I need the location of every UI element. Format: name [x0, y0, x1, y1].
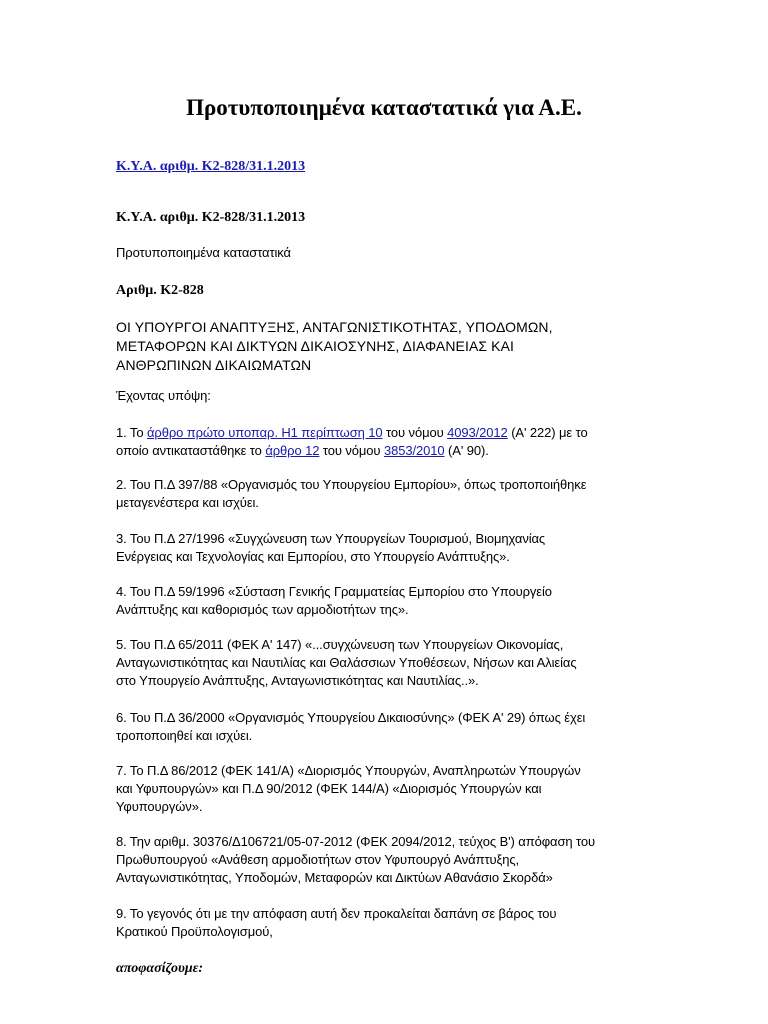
law-4093-link[interactable]: 4093/2012 — [447, 425, 508, 440]
kya-link-paragraph — [116, 158, 676, 176]
item-6 — [116, 709, 676, 745]
item-line: Πρωθυπουργού «Ανάθεση αρμοδιοτήτων στον Υφυπουργό Ανάπτυξης, — [116, 852, 520, 867]
item-line: 3. Του Π.Δ 27/1996 «Συγχώνευση των Υπουργείων Τουρισμού, Βιομηχανίας — [116, 531, 546, 546]
item-line: 9. Το γεγονός ότι με την απόφαση αυτή δεν προκαλείται δαπάνη σε βάρος του — [116, 906, 557, 921]
decision-number: Αριθμ. Κ2-828 — [116, 283, 204, 298]
kya-link[interactable]: Κ.Υ.Α. αριθμ. Κ2-828/31.1.2013 — [116, 159, 306, 174]
item-5 — [116, 636, 676, 690]
item-7 — [116, 762, 676, 816]
law-3853-link[interactable]: 3853/2010 — [383, 443, 445, 458]
item-text: (Α' 90). — [444, 443, 489, 458]
item-3 — [116, 530, 676, 566]
item-line: Ανταγωνιστικότητας και Ναυτιλίας και Θαλάσσιων Υποθέσεων, Νήσων και Αλιείας — [116, 655, 577, 670]
item-line: 4. Του Π.Δ 59/1996 «Σύσταση Γενικής Γραμματείας Εμπορίου στο Υπουργείο — [116, 584, 552, 599]
document-title: Προτυποποιημένα καταστατικά για Α.Ε. — [186, 95, 582, 120]
item-8 — [116, 833, 676, 887]
item-text: οποίο αντικαταστάθηκε το — [116, 443, 266, 458]
item-2 — [116, 476, 676, 512]
item-1 — [116, 424, 676, 460]
kya-heading: Κ.Υ.Α. αριθμ. Κ2-828/31.1.2013 — [116, 210, 306, 225]
item-line: Υφυπουργών». — [116, 799, 203, 814]
item-line: στο Υπουργείο Ανάπτυξης, Ανταγωνιστικότητας και Ναυτιλίας..». — [116, 673, 479, 688]
item-4 — [116, 583, 676, 619]
law-article-link[interactable]: άρθρο πρώτο υποπαρ. Η1 περίπτωση 10 — [146, 425, 383, 440]
ministers-line: ΑΝΘΡΩΠΙΝΩΝ ΔΙΚΑΙΩΜΑΤΩΝ — [116, 357, 312, 373]
ministers-line: ΜΕΤΑΦΟΡΩΝ ΚΑΙ ΔΙΚΤΥΩΝ ΔΙΚΑΙΟΣΥΝΗΣ, ΔΙΑΦΑΝΕΙΑΣ ΚΑΙ — [116, 338, 515, 354]
item-text: του νόμου — [382, 425, 448, 440]
ministers-block — [116, 318, 676, 375]
article-12-link[interactable]: άρθρο 12 — [265, 443, 320, 458]
item-line: Ενέργειας και Τεχνολογίας και Εμπορίου, στο Υπουργείο Ανάπτυξης». — [116, 549, 510, 564]
item-1-line — [116, 442, 676, 460]
item-line: 2. Του Π.Δ 397/88 «Οργανισμός του Υπουργείου Εμπορίου», όπως τροποποιήθηκε — [116, 477, 587, 492]
item-text: του νόμου — [319, 443, 384, 458]
item-line: 8. Την αριθμ. 30376/Δ106721/05-07-2012 (ΦΕΚ 2094/2012, τεύχος Β') απόφαση του — [116, 834, 596, 849]
item-line: 7. Το Π.Δ 86/2012 (ΦΕΚ 141/Α) «Διορισμός Υπουργών, Αναπληρωτών Υπουργών — [116, 763, 581, 778]
subtitle: Προτυποποιημένα καταστατικά — [116, 245, 291, 260]
ministers-line: ΟΙ ΥΠΟΥΡΓΟΙ ΑΝΑΠΤΥΞΗΣ, ΑΝΤΑΓΩΝΙΣΤΙΚΟΤΗΤΑΣ, ΥΠΟΔΟΜΩΝ, — [116, 319, 553, 335]
item-1-line — [116, 424, 676, 442]
item-line: 5. Του Π.Δ 65/2011 (ΦΕΚ Α' 147) «...συγχώνευση των Υπουργείων Οικονομίας, — [116, 637, 564, 652]
item-line: και Υφυπουργών» και Π.Δ 90/2012 (ΦΕΚ 144/Α) «Διορισμός Υπουργών και — [116, 781, 542, 796]
item-9 — [116, 905, 676, 941]
having-regard-heading: Έχοντας υπόψη: — [116, 388, 211, 403]
item-line: μεταγενέστερα και ισχύει. — [116, 495, 259, 510]
item-text: (Α' 222) με το — [507, 425, 588, 440]
item-line: Ανταγωνιστικότητας, Υποδομών, Μεταφορών και Δικτύων Αθανάσιο Σκορδά» — [116, 870, 553, 885]
decision-heading: αποφασίζουμε: — [116, 961, 204, 976]
item-text: 1. Το — [116, 425, 147, 440]
item-line: Ανάπτυξης και καθορισμός των αρμοδιοτήτων της». — [116, 602, 409, 617]
item-line: τροποποιηθεί και ισχύει. — [116, 728, 253, 743]
item-line: 6. Του Π.Δ 36/2000 «Οργανισμός Υπουργείου Δικαιοσύνης» (ΦΕΚ Α' 29) όπως έχει — [116, 710, 586, 725]
item-line: Κρατικού Προϋπολογισμού, — [116, 924, 273, 939]
